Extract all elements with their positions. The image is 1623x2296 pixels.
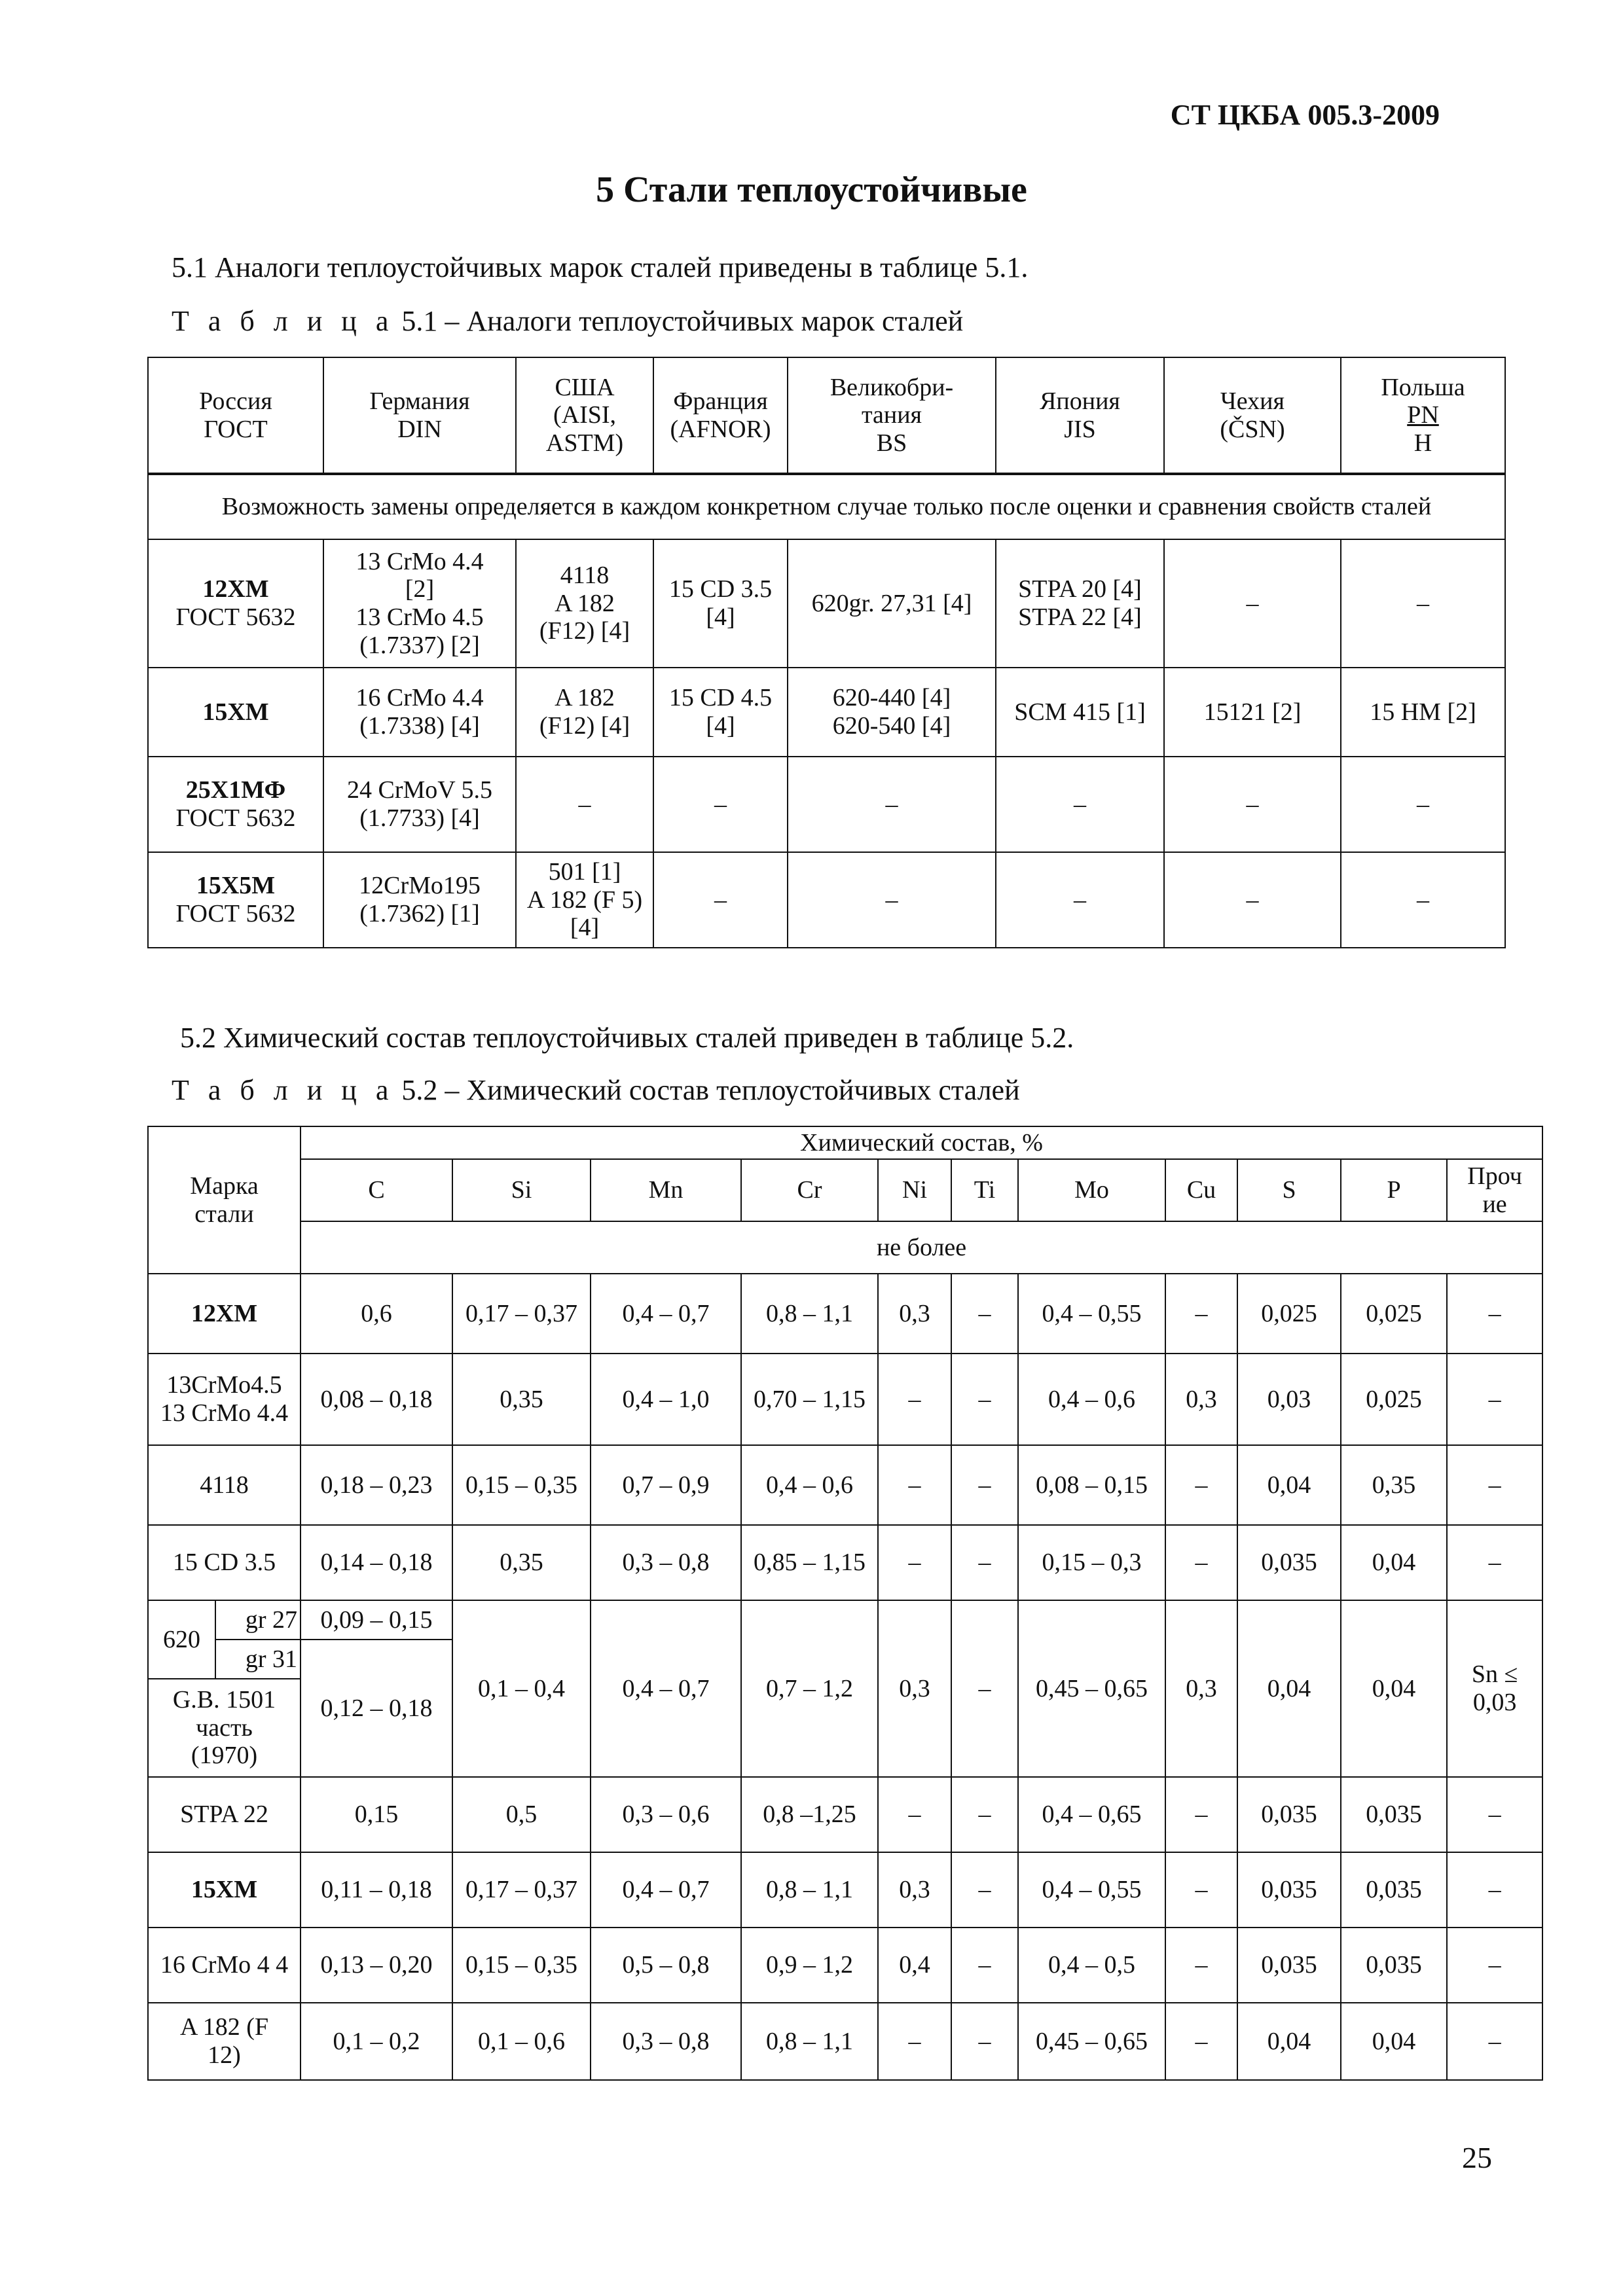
cell-line: 620-440 [4] (832, 684, 951, 712)
value-cell: 0,09 – 0,15 (301, 1600, 452, 1640)
table-5-1-caption (172, 304, 963, 338)
note-row (148, 474, 1505, 539)
value-cell: 0,4 (878, 1928, 951, 2003)
cell-line: 13 CrMo 4.5 (356, 603, 484, 631)
cell-line: (1.7733) [4] (359, 804, 480, 832)
cell-line: 15 HM [2] (1370, 698, 1476, 726)
header-row (148, 1126, 1542, 1159)
cell-line: Франция (673, 387, 768, 415)
value-cell: 0,45 – 0,65 (1018, 2003, 1165, 2080)
steel-grade-cell (148, 1274, 301, 1354)
value-cell: – (951, 1600, 1018, 1777)
analogue-cell (516, 757, 653, 852)
cell-line: 16 CrMo 4 4 (160, 1951, 289, 1979)
cell-line: DIN (397, 415, 442, 443)
cell-line: 12CrMo195 (359, 872, 481, 900)
value-cell: 0,035 (1341, 1928, 1447, 2003)
cell-line: H (1413, 429, 1432, 457)
steel-grade-cell (148, 757, 323, 852)
cell-line: Чехия (1220, 387, 1285, 415)
value-cell: 0,035 (1237, 1777, 1341, 1852)
caption-text: 5.1 – Аналоги теплоустойчивых марок сталей (401, 305, 964, 337)
cell-line: Марка (190, 1172, 259, 1200)
analogue-cell (323, 539, 516, 668)
value-cell: 0,7 – 0,9 (591, 1445, 741, 1525)
analogue-cell (653, 757, 788, 852)
value-cell: 0,8 – 1,1 (741, 1274, 878, 1354)
caption-word: Т а б л и ц а (172, 305, 395, 337)
cell-line: 15 CD 4.5 (668, 684, 773, 712)
value-cell: 0,15 – 0,35 (452, 1445, 591, 1525)
value-cell: 0,04 (1237, 1600, 1341, 1777)
value-cell: – (1165, 1777, 1237, 1852)
value-cell: 0,8 – 1,1 (741, 1852, 878, 1928)
value-cell: – (951, 1354, 1018, 1445)
analogue-cell (1164, 757, 1341, 852)
value-cell: 0,5 – 0,8 (591, 1928, 741, 2003)
standard: ГОСТ 5632 (175, 603, 296, 631)
other-header (1447, 1159, 1542, 1221)
value-cell: – (878, 1777, 951, 1852)
cell-line: – (1246, 886, 1259, 914)
other-cell (1447, 1600, 1542, 1777)
value-cell: 0,17 – 0,37 (452, 1274, 591, 1354)
value-cell: 0,035 (1237, 1852, 1341, 1928)
value-cell: – (1447, 1928, 1542, 2003)
cell-line: (F12) [4] (539, 712, 630, 740)
table-row (148, 1525, 1542, 1600)
cell-line: 24 CrMoV 5.5 (346, 776, 493, 804)
analogue-cell (996, 539, 1164, 668)
value-cell: 0,3 (1165, 1600, 1237, 1777)
table-row (148, 1274, 1542, 1354)
value-cell: 0,35 (452, 1354, 591, 1445)
value-cell: – (878, 2003, 951, 2080)
column-header (996, 357, 1164, 474)
cell-line: 620gr. 27,31 [4] (811, 589, 972, 617)
analogue-cell (653, 668, 788, 757)
header-row (148, 357, 1505, 474)
value-cell: 0,035 (1341, 1852, 1447, 1928)
value-cell: – (1165, 1274, 1237, 1354)
table-row (148, 1354, 1542, 1445)
cell-line: – (1074, 790, 1086, 818)
table-row (148, 539, 1505, 668)
value-cell: – (951, 1928, 1018, 2003)
cell-line: (ČSN) (1220, 415, 1285, 443)
value-cell: 0,3 – 0,6 (591, 1777, 741, 1852)
cell-line: – (714, 790, 727, 818)
cell-line: [4] (570, 914, 600, 942)
value-cell: – (878, 1354, 951, 1445)
table-5-2-caption (172, 1073, 1020, 1107)
max-note: не более (301, 1221, 1542, 1274)
value-cell: 0,4 – 0,6 (741, 1445, 878, 1525)
element-header: Ti (951, 1159, 1018, 1221)
cell-line: 13 CrMo 4.4 (356, 547, 484, 575)
steel-grade: 15ХМ (202, 698, 269, 726)
analogue-cell (996, 668, 1164, 757)
value-cell: 0,035 (1237, 1525, 1341, 1600)
chemical-composition-table (147, 1126, 1543, 2081)
cell-line: G.B. 1501 (172, 1686, 276, 1714)
value-cell: 0,035 (1341, 1777, 1447, 1852)
value-cell: 0,11 – 0,18 (301, 1852, 452, 1928)
cell-line: SCM 415 [1] (1014, 698, 1146, 726)
steel-grade: 12ХМ (202, 575, 269, 603)
value-cell: 0,04 (1341, 1525, 1447, 1600)
steel-grade-cell (148, 852, 323, 948)
value-cell: 0,4 – 0,7 (591, 1600, 741, 1777)
analogue-cell (516, 668, 653, 757)
value-cell: 0,15 (301, 1777, 452, 1852)
sub-grade-cell: gr 27 (215, 1600, 301, 1640)
cell-line: (1.7362) [1] (359, 900, 480, 927)
analogue-cell (323, 757, 516, 852)
composition-header: Химический состав, % (301, 1126, 1542, 1159)
analogue-cell (788, 852, 996, 948)
steel-grade-cell: 620 (148, 1600, 215, 1679)
value-cell: – (1447, 1852, 1542, 1928)
value-cell: 0,14 – 0,18 (301, 1525, 452, 1600)
cell-line: – (1074, 886, 1086, 914)
value-cell: 0,04 (1237, 2003, 1341, 2080)
column-header (1341, 357, 1505, 474)
value-cell: 0,13 – 0,20 (301, 1928, 452, 2003)
value-cell: 0,3 (878, 1852, 951, 1928)
cell-line: [4] (706, 712, 735, 740)
column-header (148, 357, 323, 474)
steel-grade-cell (148, 1445, 301, 1525)
column-header (516, 357, 653, 474)
analogue-cell (1341, 539, 1505, 668)
table-row (148, 1445, 1542, 1525)
cell-line: – (714, 886, 727, 914)
analogue-cell (1164, 852, 1341, 948)
value-cell: – (1165, 1928, 1237, 2003)
cell-line: 12) (208, 2041, 241, 2069)
analogue-cell (653, 539, 788, 668)
table-row (148, 1600, 1542, 1640)
cell-line: (F12) [4] (539, 617, 630, 645)
value-cell: – (1447, 1445, 1542, 1525)
value-cell: 0,8 – 1,1 (741, 2003, 878, 2080)
table-row (148, 1777, 1542, 1852)
value-cell: 0,3 (1165, 1354, 1237, 1445)
value-cell: 0,3 – 0,8 (591, 1525, 741, 1600)
value-cell: 0,08 – 0,18 (301, 1354, 452, 1445)
section-title: 5 Стали теплоустойчивые (596, 170, 1027, 210)
value-cell: 0,04 (1341, 2003, 1447, 2080)
value-cell: – (1447, 1777, 1542, 1852)
value-cell: – (951, 2003, 1018, 2080)
cell-line: – (578, 790, 591, 818)
analogue-cell (1164, 539, 1341, 668)
cell-line: A 182 (555, 684, 615, 712)
value-cell: 0,4 – 0,7 (591, 1274, 741, 1354)
value-cell: 0,4 – 1,0 (591, 1354, 741, 1445)
cell-line: – (1246, 589, 1259, 617)
paragraph-5-2: 5.2 Химический состав теплоустойчивых сталей приведен в таблице 5.2. (180, 1022, 1074, 1054)
steel-grade-cell (148, 1777, 301, 1852)
value-cell: – (1165, 1525, 1237, 1600)
standard: ГОСТ 5632 (175, 804, 296, 832)
elements-row (148, 1159, 1542, 1221)
element-header: Si (452, 1159, 591, 1221)
steel-grade-cell (148, 1525, 301, 1600)
analogue-cell (996, 757, 1164, 852)
column-header (653, 357, 788, 474)
caption-word: Т а б л и ц а (172, 1074, 395, 1106)
cell-line: 15 CD 3.5 (668, 575, 773, 603)
value-cell: – (1447, 1354, 1542, 1445)
table-row (148, 757, 1505, 852)
value-cell: 0,8 –1,25 (741, 1777, 878, 1852)
element-header: C (301, 1159, 452, 1221)
value-cell: 0,1 – 0,4 (452, 1600, 591, 1777)
value-cell: – (951, 1445, 1018, 1525)
max-note-row (148, 1221, 1542, 1274)
element-header: S (1237, 1159, 1341, 1221)
cell-line: ие (1482, 1190, 1507, 1218)
steel-grade-cell (148, 1679, 301, 1777)
analogue-cell (323, 852, 516, 948)
table-row (148, 1852, 1542, 1928)
value-cell: 0,9 – 1,2 (741, 1928, 878, 2003)
value-cell: – (951, 1777, 1018, 1852)
steel-grade-cell (148, 539, 323, 668)
value-cell: – (1447, 1525, 1542, 1600)
cell-line: 16 CrMo 4.4 (356, 684, 484, 712)
cell-line: – (1417, 790, 1429, 818)
value-cell: – (951, 1852, 1018, 1928)
substitution-note: Возможность замены определяется в каждом конкретном случае только после оценки и сравнения свойств сталей (148, 474, 1505, 539)
caption-text: 5.2 – Химический состав теплоустойчивых сталей (401, 1074, 1020, 1106)
cell-line: – (885, 790, 898, 818)
analogue-cell (1341, 757, 1505, 852)
value-cell: 0,17 – 0,37 (452, 1852, 591, 1928)
value-cell: – (878, 1525, 951, 1600)
value-cell: 0,45 – 0,65 (1018, 1600, 1165, 1777)
analogue-cell (788, 539, 996, 668)
cell-line: STPA 20 [4] (1018, 575, 1142, 603)
value-cell: – (951, 1274, 1018, 1354)
document-code: СТ ЦКБА 005.3-2009 (1170, 99, 1440, 131)
steel-grade-cell (148, 1928, 301, 2003)
steel-grade: 15Х5М (196, 872, 276, 900)
page-number: 25 (1462, 2141, 1492, 2174)
cell-line: Проч (1467, 1162, 1522, 1190)
value-cell: 0,04 (1341, 1600, 1447, 1777)
value-cell: 0,7 – 1,2 (741, 1600, 878, 1777)
cell-line: A 182 (F (179, 2013, 269, 2041)
steel-grade: 25Х1МФ (185, 776, 286, 804)
value-cell: 0,4 – 0,55 (1018, 1274, 1165, 1354)
value-cell: 0,18 – 0,23 (301, 1445, 452, 1525)
cell-line: Sn ≤ (1471, 1660, 1518, 1689)
value-cell: 0,35 (452, 1525, 591, 1600)
analogue-cell (1164, 668, 1341, 757)
value-cell: – (1447, 2003, 1542, 2080)
cell-line: Польша (1381, 373, 1465, 401)
steel-analogues-table (147, 357, 1506, 948)
value-cell: 0,15 – 0,3 (1018, 1525, 1165, 1600)
cell-line: 620-540 [4] (832, 712, 951, 740)
value-cell: – (878, 1445, 951, 1525)
cell-line: JIS (1064, 415, 1096, 443)
cell-line: 4118 (560, 562, 610, 590)
value-cell: 0,035 (1237, 1928, 1341, 2003)
cell-line: – (885, 886, 898, 914)
cell-line: 0,03 (1472, 1689, 1517, 1716)
cell-line: ASTM) (545, 429, 624, 457)
paragraph-5-1: 5.1 Аналоги теплоустойчивых марок сталей приведены в таблице 5.1. (172, 251, 1029, 283)
table-row (148, 852, 1505, 948)
cell-line: 501 [1] (548, 858, 621, 886)
value-cell: 0,15 – 0,35 (452, 1928, 591, 2003)
element-header: Cr (741, 1159, 878, 1221)
value-cell: 0,4 – 0,5 (1018, 1928, 1165, 2003)
column-header (323, 357, 516, 474)
value-cell: 0,70 – 1,15 (741, 1354, 878, 1445)
cell-line: – (1417, 589, 1429, 617)
cell-line: тания (861, 401, 922, 429)
cell-line: – (1246, 790, 1259, 818)
cell-line: BS (876, 429, 907, 457)
value-cell: 0,3 (878, 1274, 951, 1354)
cell-line: [2] (405, 575, 435, 603)
value-cell: – (1165, 1852, 1237, 1928)
cell-line: A 182 (F 5) (526, 886, 643, 914)
cell-line: (AISI, (553, 401, 617, 429)
cell-line: часть (196, 1713, 253, 1742)
steel-grade-cell (148, 1852, 301, 1928)
value-cell: 0,4 – 0,7 (591, 1852, 741, 1928)
value-cell: 0,12 – 0,18 (301, 1640, 452, 1777)
cell-line: STPA 22 (180, 1801, 268, 1829)
analogue-cell (516, 852, 653, 948)
element-header: P (1341, 1159, 1447, 1221)
cell-line: [4] (706, 603, 735, 631)
cell-line: (1970) (191, 1742, 258, 1770)
steel-grade-cell (148, 1354, 301, 1445)
cell-line: Япония (1040, 387, 1120, 415)
value-cell: 0,5 (452, 1777, 591, 1852)
steel-grade-cell (148, 2003, 301, 2080)
value-cell: 0,1 – 0,2 (301, 2003, 452, 2080)
element-header: Cu (1165, 1159, 1237, 1221)
analogue-cell (996, 852, 1164, 948)
column-header (788, 357, 996, 474)
value-cell: – (1447, 1274, 1542, 1354)
value-cell: 0,025 (1237, 1274, 1341, 1354)
value-cell: 0,1 – 0,6 (452, 2003, 591, 2080)
cell-line: A 182 (555, 589, 615, 617)
cell-line: 13CrMo4.5 (166, 1371, 282, 1399)
cell-line: PN (1407, 401, 1439, 429)
cell-line: 12ХМ (191, 1299, 258, 1327)
element-header: Mo (1018, 1159, 1165, 1221)
sub-grade-cell: gr 31 (215, 1640, 301, 1679)
value-cell: 0,4 – 0,6 (1018, 1354, 1165, 1445)
grade-header (148, 1126, 301, 1274)
cell-line: (1.7337) [2] (359, 631, 480, 659)
cell-line: 13 CrMo 4.4 (160, 1399, 289, 1427)
column-header (1164, 357, 1341, 474)
cell-line: Германия (369, 387, 470, 415)
cell-line: 4118 (200, 1471, 249, 1499)
table-row (148, 2003, 1542, 2080)
value-cell: 0,85 – 1,15 (741, 1525, 878, 1600)
analogue-cell (788, 668, 996, 757)
value-cell: – (1165, 1445, 1237, 1525)
cell-line: STPA 22 [4] (1018, 603, 1142, 631)
analogue-cell (1341, 852, 1505, 948)
cell-line: 15121 [2] (1203, 698, 1302, 726)
value-cell: – (951, 1525, 1018, 1600)
cell-line: Россия (199, 387, 272, 415)
cell-line: Великобри- (830, 373, 954, 401)
element-header: Ni (878, 1159, 951, 1221)
analogue-cell (516, 539, 653, 668)
standard: ГОСТ 5632 (175, 900, 296, 927)
value-cell: 0,4 – 0,65 (1018, 1777, 1165, 1852)
cell-line: 15 CD 3.5 (172, 1549, 276, 1577)
value-cell: – (1165, 2003, 1237, 2080)
analogue-cell (1341, 668, 1505, 757)
table-row (148, 1928, 1542, 2003)
value-cell: 0,3 (878, 1600, 951, 1777)
value-cell: 0,35 (1341, 1445, 1447, 1525)
analogue-cell (323, 668, 516, 757)
value-cell: 0,025 (1341, 1274, 1447, 1354)
cell-line: 15ХМ (191, 1876, 258, 1904)
table-row (148, 668, 1505, 757)
value-cell: 0,4 – 0,55 (1018, 1852, 1165, 1928)
analogue-cell (788, 757, 996, 852)
element-header: Mn (591, 1159, 741, 1221)
value-cell: 0,3 – 0,8 (591, 2003, 741, 2080)
cell-line: ГОСТ (204, 415, 268, 443)
cell-line: (1.7338) [4] (359, 712, 480, 740)
value-cell: 0,04 (1237, 1445, 1341, 1525)
value-cell: 0,6 (301, 1274, 452, 1354)
value-cell: 0,08 – 0,15 (1018, 1445, 1165, 1525)
cell-line: стали (194, 1200, 254, 1228)
value-cell: 0,03 (1237, 1354, 1341, 1445)
cell-line: США (555, 373, 615, 401)
cell-line: – (1417, 886, 1429, 914)
steel-grade-cell (148, 668, 323, 757)
cell-line: (AFNOR) (670, 415, 771, 443)
analogue-cell (653, 852, 788, 948)
value-cell: 0,025 (1341, 1354, 1447, 1445)
